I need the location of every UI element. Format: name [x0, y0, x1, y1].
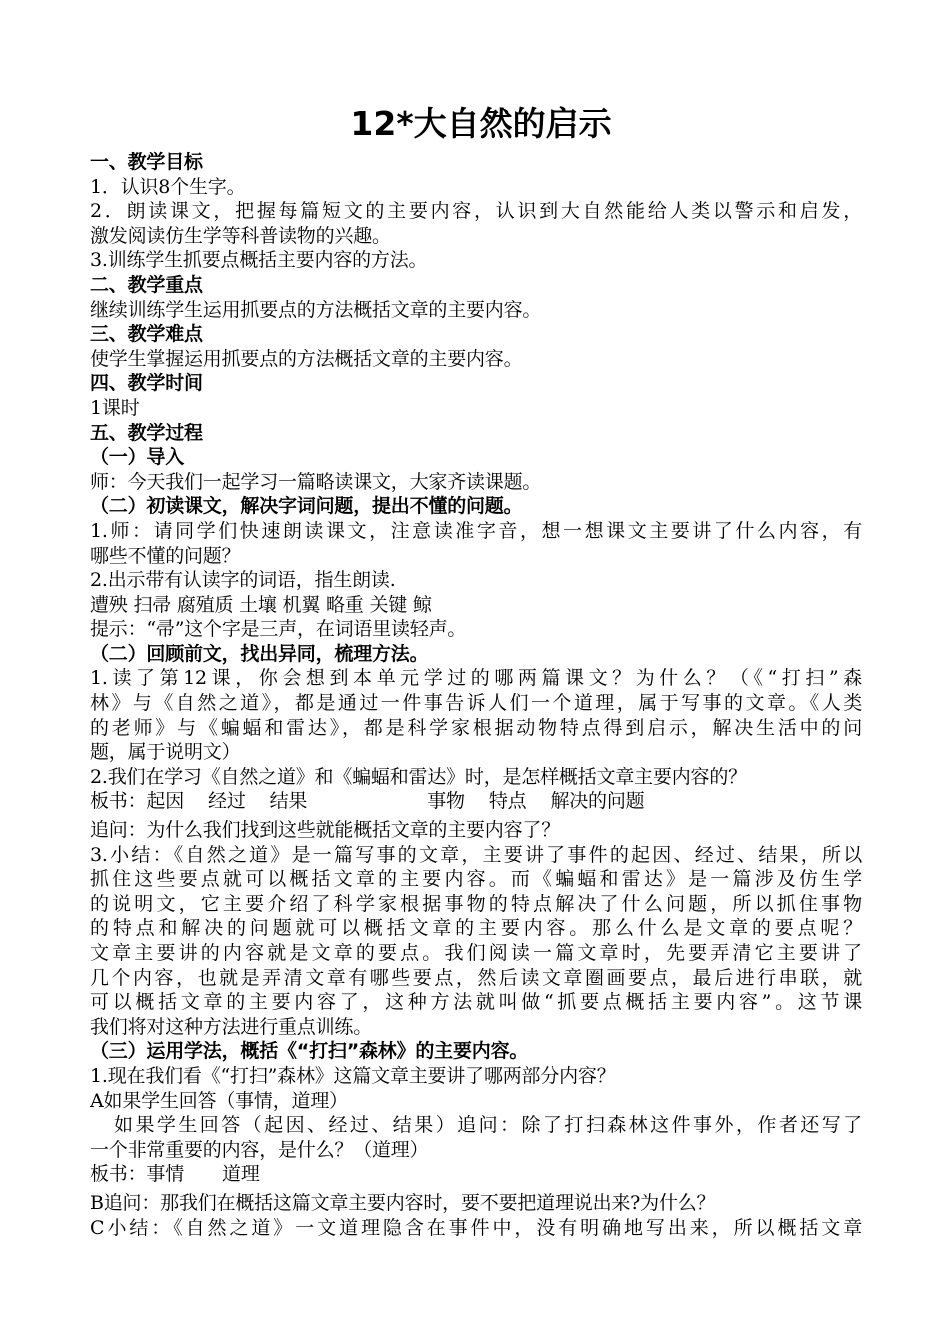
paragraph-line: 2．朗读课文，把握每篇短文的主要内容，认识到大自然能给人类以警示和启发， [90, 200, 862, 223]
section-heading: （一）导入 [90, 446, 185, 469]
paragraph-line: 的特点和解决的问题就可以概括文章的主要内容。那么什么是文章的要点呢？ [90, 917, 862, 940]
paragraph-line: 1．认识8个生字。 [90, 175, 246, 198]
board-item: 起因 [146, 790, 185, 813]
paragraph-line: 3.训练学生抓要点概括主要内容的方法。 [90, 249, 428, 272]
paragraph-line: 追问：为什么我们找到这些就能概括文章的主要内容了？ [90, 819, 561, 842]
board-item: 经过 [208, 790, 246, 813]
section-heading: （二）回顾前文，找出异同，梳理方法。 [90, 642, 429, 665]
paragraph-line: 我们将对这种方法进行重点训练。 [90, 1015, 373, 1038]
paragraph-line: 继续训练学生运用抓要点的方法概括文章的主要内容。 [90, 298, 542, 321]
board-item: 特点 [488, 790, 527, 813]
section-heading: 二、教学重点 [90, 273, 203, 296]
paragraph-line: 的说明文，它主要介绍了科学家根据事物的特点解决了什么问题，所以抓住事物 [90, 892, 862, 915]
paragraph-line: 3.小结：《自然之道》是一篇写事的文章，主要讲了事件的起因、经过、结果，所以 [90, 843, 862, 866]
board-label: 板书： [90, 790, 147, 813]
paragraph-line: C小结：《自然之道》一文道理隐含在事件中，没有明确地写出来，所以概括文章 [90, 1216, 862, 1239]
paragraph-line: 1.现在我们看《“打扫”森林》这篇文章主要讲了哪两部分内容？ [90, 1064, 616, 1087]
board-item: 结果 [269, 790, 308, 813]
board-notes-1 [90, 789, 644, 814]
section-heading: （二）初读课文，解决字词问题，提出不懂的问题。 [90, 495, 523, 518]
section-heading: 一、教学目标 [90, 151, 203, 173]
paragraph-line: 2.我们在学习《自然之道》和《蝙蝠和雷达》时，是怎样概括文章主要内容的？ [90, 765, 747, 788]
board-item: 事情 [146, 1163, 185, 1186]
document-body [90, 150, 862, 1240]
board-notes-2 [90, 1162, 260, 1187]
paragraph-line: 的老师》与《蝙蝠和雷达》，都是科学家根据动物特点得到启示，解决生活中的问 [90, 716, 862, 739]
board-item: 事物 [427, 790, 465, 813]
board-item: 解决的问题 [550, 790, 645, 813]
paragraph-line: 师：今天我们一起学习一篇略读课文，大家齐读课题。 [90, 470, 542, 493]
paragraph-line: 抓住这些要点就可以概括文章的主要内容。而《蝙蝠和雷达》是一篇涉及仿生学 [90, 868, 862, 891]
paragraph-line: 如果学生回答（起因、经过、结果）追问：除了打扫森林这件事外，作者还写了 [114, 1114, 862, 1137]
paragraph-line: 林》与《自然之道》，都是通过一件事告诉人们一个道理，属于写事的文章。《人类 [90, 692, 862, 715]
paragraph-line: 题，属于说明文） [90, 741, 241, 764]
section-heading: 五、教学过程 [90, 421, 203, 444]
section-heading: 三、教学难点 [90, 323, 203, 346]
paragraph-line: 几个内容，也就是弄清文章有哪些要点，然后读文章圈画要点，最后进行串联，就 [90, 966, 862, 989]
paragraph-line: 哪些不懂的问题？ [90, 544, 241, 567]
paragraph-line: 使学生掌握运用抓要点的方法概括文章的主要内容。 [90, 347, 523, 370]
board-item: 道理 [222, 1163, 260, 1186]
paragraph-line: 可以概括文章的主要内容了，这种方法就叫做“抓要点概括主要内容”。这节课 [90, 991, 862, 1014]
document-page [90, 104, 862, 1240]
section-heading: （三）运用学法，概括《“打扫”森林》的主要内容。 [90, 1040, 529, 1063]
section-heading: 四、教学时间 [90, 372, 203, 395]
paragraph-line: 2.出示带有认读字的词语，指生朗读. [90, 569, 396, 592]
paragraph-line: 1.师：请同学们快速朗读课文，注意读准字音，想一想课文主要讲了什么内容，有 [90, 519, 862, 542]
paragraph-line: A如果学生回答（事情，道理） [90, 1089, 348, 1112]
paragraph-line: 激发阅读仿生学等科普读物的兴趣。 [90, 224, 391, 247]
paragraph-line: B追问：那我们在概括这篇文章主要内容时，要不要把道理说出来?为什么？ [90, 1191, 716, 1214]
paragraph-line: 一个非常重要的内容，是什么？（道理） [90, 1138, 429, 1161]
paragraph-line: 遭殃 扫帚 腐殖质 土壤 机翼 略重 关键 鲸 [90, 593, 432, 616]
paragraph-line: 1课时 [90, 396, 140, 419]
paragraph-line: 1.读了第12课，你会想到本单元学过的哪两篇课文？为什么？（《“打扫”森 [90, 667, 862, 690]
document-title: 12*大自然的启示 [350, 104, 612, 143]
paragraph-line: 提示：“帚”这个字是三声，在词语里读轻声。 [90, 618, 467, 641]
paragraph-line: 文章主要讲的内容就是文章的要点。我们阅读一篇文章时，先要弄清它主要讲了 [90, 942, 862, 964]
board-label: 板书： [90, 1163, 147, 1186]
